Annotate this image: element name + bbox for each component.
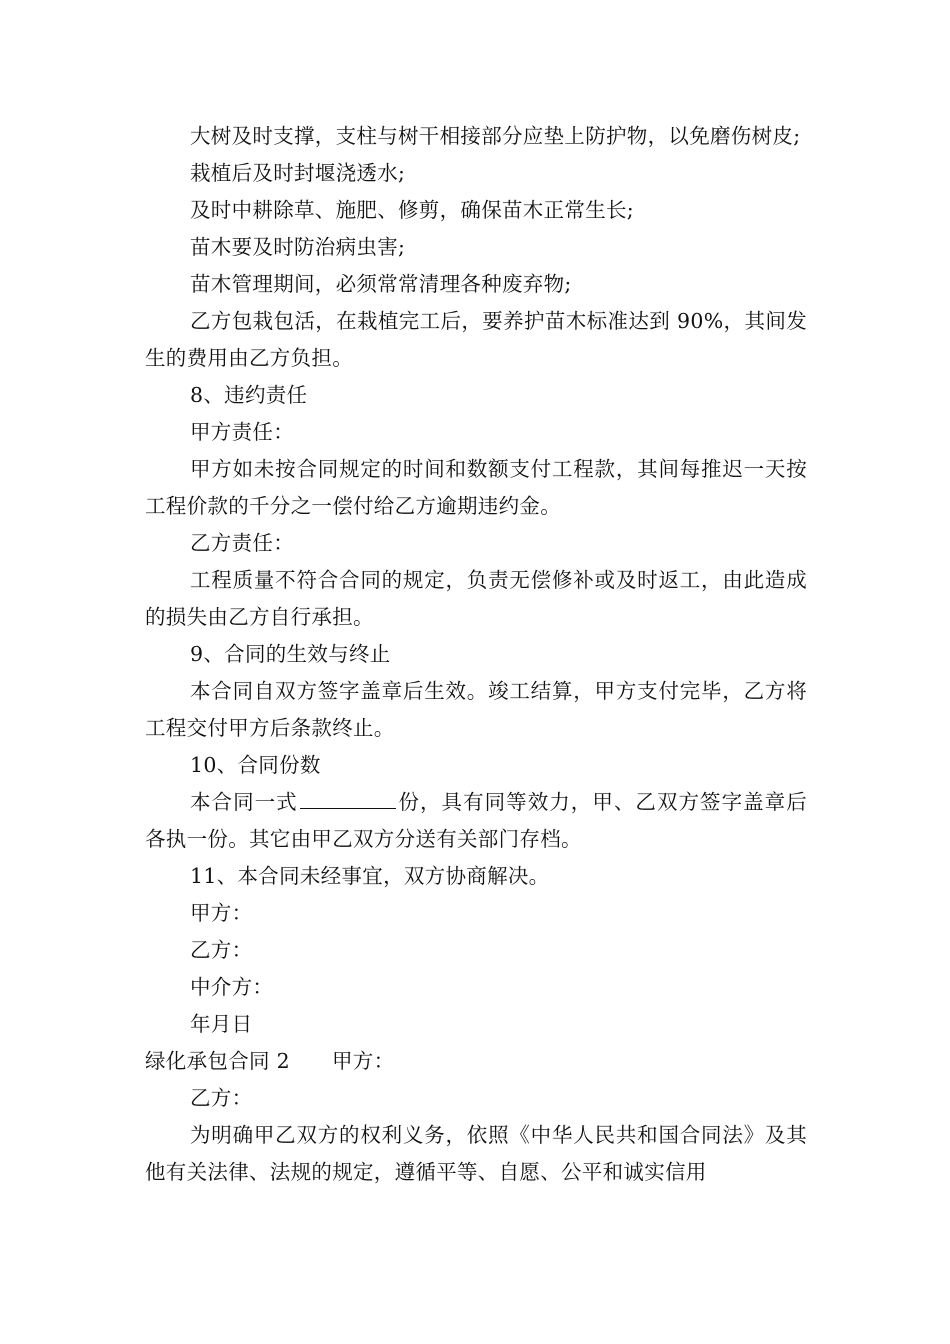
paragraph-support-trees: 大树及时支撑，支柱与树干相接部分应垫上防护物，以免磨伤树皮;	[190, 124, 801, 148]
paragraph-pest-control: 苗木要及时防治病虫害;	[190, 235, 406, 259]
copies-blank-line	[300, 786, 396, 809]
contract2-heading-line	[145, 1043, 807, 1080]
section-heading-effect: 9、合同的生效与终止	[190, 642, 391, 666]
section-heading-copies: 10、合同份数	[190, 753, 321, 777]
paragraph-party-b-liability: 工程质量不符合合同的规定，负责无偿修补或及时返工，由此造成的损失由乙方自行承担。	[145, 568, 807, 629]
section-heading-liability: 8、违约责任	[190, 383, 308, 407]
copies-text-after: 份，具有同等效力，甲、乙双方签字盖章后各执一份。其它由甲乙双方分送有关部门存档。	[145, 790, 808, 851]
contract2-title: 绿化承包合同 2	[145, 1049, 290, 1073]
paragraph-party-a-liability: 甲方如未按合同规定的时间和数额支付工程款，其间每推迟一天按工程价款的千分之一偿付给乙方逾期违约金。	[145, 457, 807, 518]
paragraph-copies	[145, 784, 807, 858]
copies-text-before: 本合同一式	[190, 790, 298, 814]
contract2-party-b: 乙方：	[190, 1086, 253, 1110]
paragraph-waste-cleanup: 苗木管理期间，必须常常清理各种废弃物;	[190, 272, 572, 296]
signature-date: 年月日	[190, 1012, 253, 1036]
paragraph-survival-rate: 乙方包栽包活，在栽植完工后，要养护苗木标准达到 90%，其间发生的费用由乙方负担。	[145, 309, 807, 370]
section-heading-other: 11、本合同未经事宜，双方协商解决。	[190, 864, 550, 888]
document-body	[145, 118, 807, 1191]
party-b-liability-label: 乙方责任：	[190, 531, 294, 555]
contract2-party-a: 甲方：	[331, 1049, 395, 1073]
signature-party-b: 乙方：	[190, 938, 253, 962]
paragraph-effect: 本合同自双方签字盖章后生效。竣工结算，甲方支付完毕，乙方将工程交付甲方后条款终止。	[145, 679, 807, 740]
party-a-liability-label: 甲方责任：	[190, 420, 294, 444]
paragraph-watering: 栽植后及时封堰浇透水;	[190, 161, 406, 185]
signature-intermediary: 中介方：	[190, 975, 274, 999]
paragraph-contract2-intro: 为明确甲乙双方的权利义务，依照《中华人民共和国合同法》及其他有关法律、法规的规定，遵循平等、自愿、公平和诚实信用	[145, 1123, 807, 1184]
paragraph-weeding: 及时中耕除草、施肥、修剪，确保苗木正常生长;	[190, 198, 635, 222]
signature-party-a: 甲方：	[190, 901, 253, 925]
